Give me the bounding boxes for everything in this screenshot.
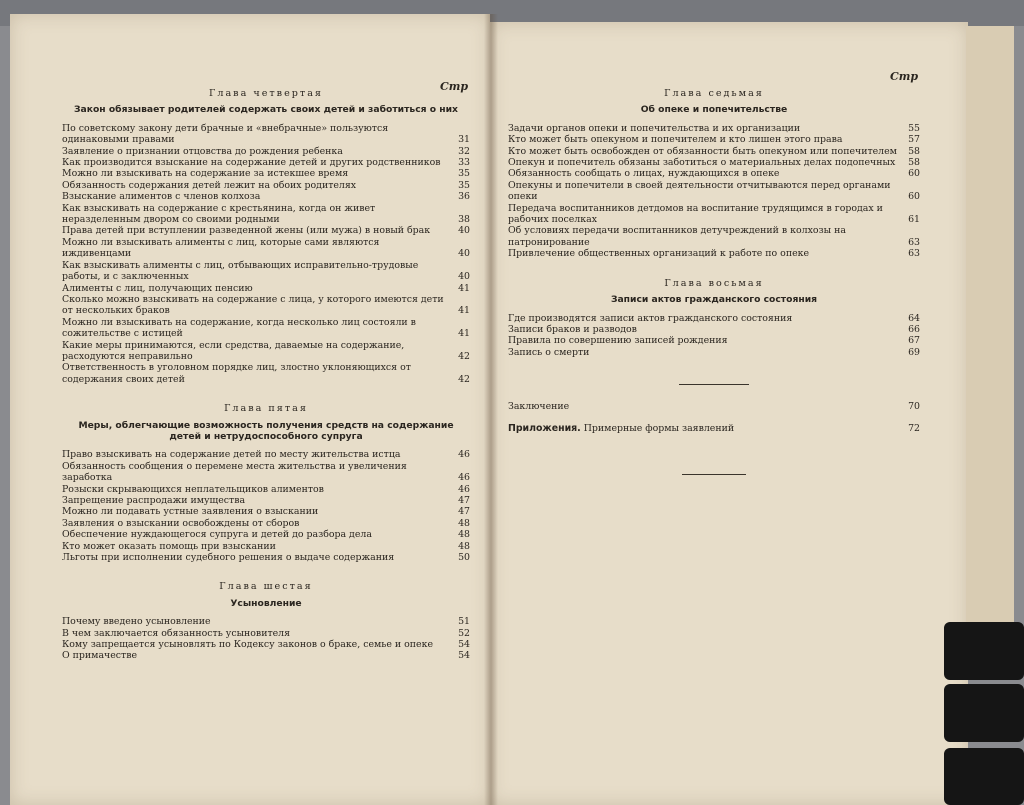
toc-entry-text: Где производятся записи актов гражданского состояния (508, 312, 793, 324)
toc-entry (62, 225, 470, 236)
toc-entry-text: По советскому закону дети брачные и «внебрачные» пользуются одинаковыми правами (62, 122, 389, 146)
toc-entry-page: 63 (908, 236, 920, 248)
toc-entry-text: Как взыскивать на содержание с крестьянина, когда он живет неразделенным двором со своими родными (62, 202, 376, 226)
toc-entry-page: 41 (458, 305, 470, 317)
toc-entry-page: 47 (458, 506, 470, 518)
appendix-page: 72 (908, 422, 920, 434)
toc-entry-page: 42 (458, 350, 470, 362)
chapter-gap (508, 260, 920, 270)
chapter-section (508, 88, 920, 270)
toc-entry (62, 362, 470, 385)
toc-entry-page: 42 (458, 373, 470, 385)
toc-entry-page: 35 (458, 168, 470, 180)
conclusion-entry (508, 401, 920, 412)
toc-entry (62, 552, 470, 563)
toc-entry-page: 48 (458, 529, 470, 541)
chapter-section (508, 278, 920, 368)
toc-entry-page: 40 (458, 271, 470, 283)
toc-entry-text: О примачестве (62, 650, 138, 662)
toc-entry (62, 146, 470, 157)
book-spine (484, 14, 498, 805)
chapter-section (62, 403, 470, 573)
toc-entry-text: Сколько можно взыскивать на содержание с лица, у которого имеются дети от нескольких браков (62, 293, 444, 317)
appendix-line (508, 423, 898, 434)
toc-entry (62, 203, 470, 226)
toc-entry-page: 54 (458, 650, 470, 662)
toc-entry (508, 134, 920, 145)
toc-entry (62, 157, 470, 168)
toc-entry-page: 55 (908, 122, 920, 134)
toc-entry-text: Ответственность в уголовном порядке лиц, злостно уклоняющихся от содержания своих детей (62, 362, 411, 385)
toc-entry (62, 340, 470, 363)
toc-entry-text: Можно ли взыскивать на содержание, когда несколько лиц состояли в сожительстве с истицей (62, 316, 416, 340)
toc-entry-page: 60 (908, 168, 920, 180)
toc-entry-page: 40 (458, 248, 470, 260)
toc-entry-text: Заявление о признании отцовства до рождения ребенка (62, 145, 343, 157)
divider-bottom (682, 474, 746, 475)
toc-entry-text: Обязанность сообщать о лицах, нуждающихся в опеке (508, 168, 780, 180)
toc-entry-page: 41 (458, 282, 470, 294)
toc-entry-page: 54 (458, 639, 470, 651)
toc-entry (62, 260, 470, 283)
toc-entry (508, 180, 920, 203)
toc-entry (508, 123, 920, 134)
chapter-title: Глава пятая (224, 403, 308, 415)
binder-clip-middle (944, 684, 1024, 742)
chapter-title: Глава седьмая (664, 88, 764, 99)
toc-entry-text: Можно ли подавать устные заявления о взыскании (62, 506, 319, 518)
toc-entry (62, 506, 470, 517)
binder-clip-bottom (944, 748, 1024, 805)
toc-entry (62, 123, 470, 146)
conclusion-page: 70 (908, 401, 920, 413)
toc-entry (508, 225, 920, 248)
toc-entry-text: Передача воспитанников детдомов на воспитание трудящимся в городах и рабочих поселках (508, 202, 883, 226)
toc-entry-page: 51 (458, 616, 470, 628)
toc-entry (62, 237, 470, 260)
appendix-label: Приложения. (508, 422, 581, 434)
toc-entry-text: Об условиях передачи воспитанников детучреждений в колхозы на патронирование (508, 225, 846, 248)
page-column-marker-right: Стр (890, 70, 919, 83)
toc-entry (62, 180, 470, 191)
toc-entry-page: 31 (458, 134, 470, 146)
chapter-subtitle: Записи актов гражданского состояния (610, 294, 818, 306)
chapter-gap (508, 358, 920, 368)
toc-entry-page: 46 (458, 483, 470, 495)
toc-entry-page: 69 (908, 346, 920, 358)
toc-entry (62, 529, 470, 540)
toc-entry-text: Обязанность сообщения о перемене места жительства и увеличения заработка (62, 460, 407, 484)
toc-entry-text: Алименты с лиц, получающих пенсию (62, 282, 253, 294)
page-column-marker-left: Стр (440, 80, 469, 93)
toc-entry-text: Кто может быть опекуном и попечителем и кто лишен этого права (508, 134, 843, 146)
toc-entry-page: 32 (458, 145, 470, 157)
toc-entry (62, 639, 470, 650)
toc-entry-page: 66 (908, 323, 920, 335)
toc-entry (508, 335, 920, 346)
conclusion-text: Заключение (508, 401, 570, 413)
chapter-subtitle: Меры, облегчающие возможность получения средств на содержание детей и нетрудоспособного супруга (78, 419, 454, 442)
toc-entry-page: 35 (458, 179, 470, 191)
toc-entry (508, 347, 920, 358)
toc-entry-text: Обязанность содержания детей лежит на обоих родителях (62, 179, 357, 191)
appendix-entry (508, 423, 920, 434)
toc-entry (508, 203, 920, 226)
toc-entry-text: Кто может оказать помощь при взыскании (62, 540, 276, 552)
toc-entry (508, 313, 920, 324)
toc-entry-page: 41 (458, 328, 470, 340)
toc-entry-page: 46 (458, 472, 470, 484)
toc-entry-text: Права детей при вступлении разведенной жены (или мужа) в новый брак (62, 225, 431, 237)
toc-entry-text: Почему введено усыновление (62, 616, 211, 628)
toc-entry-text: Право взыскивать на содержание детей по месту жительства истца (62, 449, 401, 461)
divider (679, 384, 749, 385)
toc-entry-text: Как производится взыскание на содержание детей и других родственников (62, 157, 441, 169)
chapter-section (62, 581, 470, 671)
toc-entry-text: В чем заключается обязанность усыновителя (62, 627, 291, 639)
left-toc-column (62, 80, 470, 672)
toc-entry-page: 61 (908, 214, 920, 226)
chapter-gap (62, 385, 470, 395)
toc-entry (508, 146, 920, 157)
toc-entry (62, 541, 470, 552)
toc-entry (62, 461, 470, 484)
toc-entry (62, 294, 470, 317)
toc-entry (508, 324, 920, 335)
toc-entry-page: 47 (458, 495, 470, 506)
toc-entry (62, 628, 470, 639)
right-toc-column (508, 80, 920, 475)
toc-entry (62, 616, 470, 627)
chapter-title: Глава восьмая (664, 277, 764, 289)
toc-entry-text: Опекуны и попечители в своей деятельности отчитываются перед органами опеки (508, 179, 891, 203)
chapter-gap (62, 662, 470, 672)
toc-entry-text: Привлечение общественных организаций к работе по опеке (508, 248, 810, 260)
toc-entry-page: 50 (458, 552, 470, 564)
toc-entry-text: Как взыскивать алименты с лиц, отбывающих исправительно-трудовые работы, и с заключенных (62, 259, 419, 283)
chapter-section (62, 88, 470, 395)
toc-entry-text: Какие меры принимаются, если средства, даваемые на содержание, расходуются неправильно (62, 339, 405, 362)
toc-entry (62, 650, 470, 661)
toc-entry-page: 63 (908, 248, 920, 260)
toc-entry (508, 157, 920, 168)
toc-entry-page: 46 (458, 449, 470, 461)
toc-entry (508, 168, 920, 179)
binder-clip-top (944, 622, 1024, 680)
toc-entry-page: 52 (458, 627, 470, 639)
chapter-title: Глава шестая (219, 581, 313, 593)
toc-entry-text: Взыскание алиментов с членов колхоза (62, 191, 261, 203)
page-edge (966, 26, 1014, 626)
toc-entry-page: 48 (458, 517, 470, 529)
toc-entry-text: Записи браков и разводов (508, 323, 637, 335)
toc-entry (62, 518, 470, 529)
toc-entry-text: Опекун и попечитель обязаны заботиться о материальных делах подопечных (508, 157, 896, 169)
chapter-subtitle: Об опеке и попечительстве (640, 104, 788, 116)
toc-entry (508, 248, 920, 259)
toc-entry (62, 449, 470, 460)
toc-entry-page: 58 (908, 157, 920, 169)
right-chapters (508, 88, 920, 368)
toc-entry (62, 168, 470, 179)
toc-entry-page: 60 (908, 191, 920, 203)
toc-entry-page: 33 (458, 157, 470, 169)
toc-entry-page: 38 (458, 214, 470, 226)
toc-entry-page: 40 (458, 225, 470, 237)
toc-entry-page: 57 (908, 134, 920, 146)
toc-entry-text: Правила по совершению записей рождения (508, 335, 728, 347)
appendix-text: Примерные формы заявлений (583, 422, 735, 434)
toc-entry (62, 495, 470, 506)
chapter-subtitle: Закон обязывает родителей содержать своих детей и заботиться о них (74, 104, 458, 116)
toc-entry-text: Можно ли взыскивать алименты с лиц, которые сами являются иждивенцами (62, 236, 380, 260)
toc-entry-text: Обеспечение нуждающегося супруга и детей до разбора дела (62, 529, 372, 541)
toc-entry-page: 36 (458, 191, 470, 203)
toc-entry-text: Можно ли взыскивать на содержание за истекшее время (62, 168, 349, 180)
toc-entry-text: Розыски скрывающихся неплательщиков алиментов (62, 483, 324, 495)
toc-entry-text: Запись о смерти (508, 346, 590, 358)
chapter-gap (62, 563, 470, 573)
toc-entry (62, 191, 470, 202)
toc-entry (62, 283, 470, 294)
toc-entry-page: 58 (908, 145, 920, 157)
toc-entry (62, 317, 470, 340)
chapter-subtitle: Усыновление (230, 597, 302, 609)
toc-entry-page: 64 (908, 312, 920, 324)
toc-entry-text: Кто может быть освобожден от обязанности быть опекуном или попечителем (508, 145, 897, 157)
toc-entry-text: Кому запрещается усыновлять по Кодексу законов о браке, семье и опеке (62, 639, 433, 651)
chapter-title: Глава четвертая (209, 88, 323, 99)
toc-entry-text: Заявления о взыскании освобождены от сборов (62, 517, 300, 529)
toc-entry-text: Льготы при исполнении судебного решения о выдаче содержания (62, 552, 395, 564)
toc-entry-page: 48 (458, 540, 470, 552)
toc-entry-page: 67 (908, 335, 920, 347)
toc-entry (62, 484, 470, 495)
toc-entry-text: Запрещение распродажи имущества (62, 495, 246, 506)
toc-entry-text: Задачи органов опеки и попечительства и их организации (508, 122, 801, 134)
